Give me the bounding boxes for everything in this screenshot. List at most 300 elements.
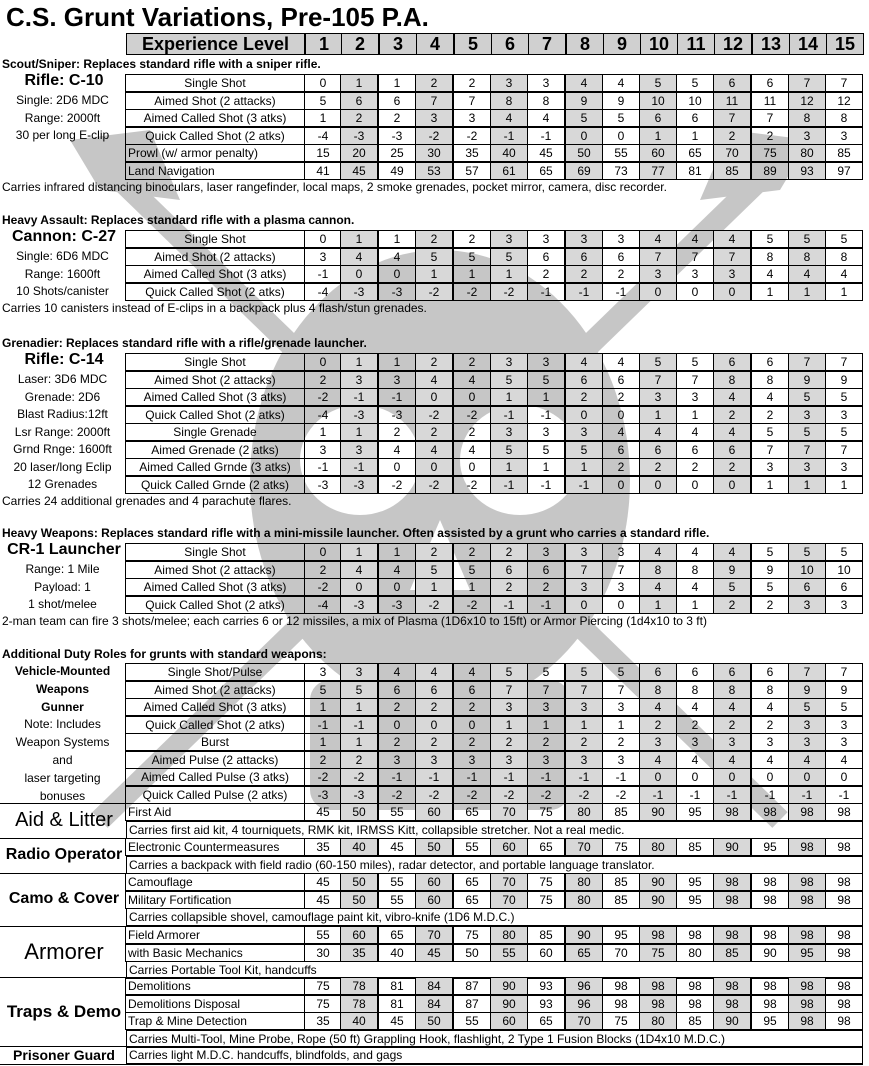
value-cell: 0 [602, 127, 640, 145]
value-cell: 3 [304, 248, 342, 266]
value-cell: 1 [788, 283, 826, 301]
traps-demo-carries: Carries Multi-Tool, Mine Probe, Rope (50 ft) Grappling Hook, flashlight, 2 Type 1 Fusion Blocks (1D4x10 M.D.C.) [126, 1030, 863, 1048]
gunner-note: Note: Includes [24, 717, 101, 732]
row-label: Quick Called Grnde (2 atks) [125, 476, 305, 494]
value-cell: 3 [415, 109, 453, 127]
value-cell: 3 [825, 127, 863, 145]
value-cell: 2 [565, 265, 603, 283]
value-cell: -3 [304, 786, 342, 804]
row-label: Aimed Called Grnde (3 atks) [125, 458, 305, 476]
gunner-note: Weapon Systems [15, 735, 110, 750]
gunner-note: Gunner [41, 699, 84, 714]
row-label: with Basic Mechanics [125, 944, 305, 962]
value-cell: 70 [490, 891, 528, 909]
value-cell: 80 [565, 803, 603, 821]
value-cell: 69 [565, 162, 603, 180]
row-label: Quick Called Shot (2 atks) [125, 127, 305, 145]
value-cell: 6 [490, 561, 528, 579]
value-cell: 2 [713, 406, 751, 424]
level-header-cell: 9 [603, 33, 641, 55]
value-cell: 75 [602, 1012, 640, 1030]
value-cell: -2 [490, 283, 528, 301]
value-cell: 4 [378, 248, 416, 266]
value-cell: 98 [788, 803, 826, 821]
value-cell: 98 [788, 891, 826, 909]
value-cell: 85 [527, 926, 565, 944]
row-label: Electronic Countermeasures [125, 838, 305, 856]
value-cell: 2 [453, 230, 491, 248]
value-cell: 90 [490, 977, 528, 995]
value-cell: -4 [304, 283, 342, 301]
value-cell: 55 [304, 926, 342, 944]
value-cell: 84 [415, 995, 453, 1013]
value-cell: 98 [788, 995, 826, 1013]
value-cell: -2 [340, 768, 378, 786]
row-label: Quick Called Shot (2 atks) [125, 283, 305, 301]
value-cell: 3 [490, 423, 528, 441]
value-cell: -1 [490, 768, 528, 786]
value-cell: 98 [751, 977, 789, 995]
value-cell: 7 [415, 92, 453, 110]
row-label: Prowl (w/ armor penalty) [125, 144, 305, 162]
value-cell: 57 [453, 162, 491, 180]
level-header-cell: 11 [677, 33, 715, 55]
value-cell: 3 [713, 733, 751, 751]
value-cell: 95 [676, 873, 714, 891]
value-cell: 3 [602, 230, 640, 248]
value-cell: 4 [676, 751, 714, 769]
value-cell: 80 [639, 838, 677, 856]
value-cell: 55 [453, 1012, 491, 1030]
value-cell: 85 [676, 838, 714, 856]
value-cell: 3 [825, 733, 863, 751]
value-cell: 1 [340, 74, 378, 92]
value-cell: 5 [527, 663, 565, 681]
value-cell: 55 [453, 838, 491, 856]
value-cell: 5 [788, 423, 826, 441]
value-cell: 4 [639, 751, 677, 769]
value-cell: -2 [565, 786, 603, 804]
value-cell: -1 [378, 768, 416, 786]
grenadier-heading: Grenadier: Replaces standard rifle with a rifle/grenade launcher. [2, 336, 367, 350]
value-cell: 10 [676, 92, 714, 110]
value-cell: 98 [713, 926, 751, 944]
value-cell: 53 [415, 162, 453, 180]
value-cell: 2 [378, 698, 416, 716]
value-cell: 96 [565, 977, 603, 995]
value-cell: 3 [490, 353, 528, 371]
value-cell: 95 [676, 891, 714, 909]
value-cell: -1 [713, 786, 751, 804]
row-label: Aimed Called Shot (3 atks) [125, 388, 305, 406]
value-cell: 75 [602, 838, 640, 856]
value-cell: 4 [751, 751, 789, 769]
value-cell: 2 [453, 353, 491, 371]
value-cell: -2 [453, 283, 491, 301]
value-cell: 98 [713, 803, 751, 821]
value-cell: 3 [304, 663, 342, 681]
value-cell: 60 [527, 944, 565, 962]
value-cell: -2 [602, 786, 640, 804]
value-cell: 80 [565, 873, 603, 891]
value-cell: 3 [527, 751, 565, 769]
value-cell: -1 [639, 786, 677, 804]
prisoner-guard-name: Prisoner Guard [13, 1046, 115, 1063]
value-cell: 60 [415, 803, 453, 821]
value-cell: 45 [340, 162, 378, 180]
value-cell: 3 [490, 74, 528, 92]
value-cell: -3 [340, 476, 378, 494]
value-cell: 3 [565, 751, 603, 769]
value-cell: 9 [788, 371, 826, 389]
value-cell: 6 [639, 441, 677, 459]
value-cell: 4 [639, 698, 677, 716]
value-cell: 2 [304, 561, 342, 579]
value-cell: 2 [490, 543, 528, 561]
value-cell: 1 [453, 265, 491, 283]
value-cell: 60 [415, 891, 453, 909]
value-cell: 4 [378, 561, 416, 579]
value-cell: 1 [825, 476, 863, 494]
value-cell: 81 [378, 995, 416, 1013]
row-label: Burst [125, 733, 305, 751]
value-cell: 30 [415, 144, 453, 162]
value-cell: 95 [676, 803, 714, 821]
value-cell: 2 [415, 353, 453, 371]
value-cell: 98 [751, 891, 789, 909]
value-cell: 7 [825, 74, 863, 92]
value-cell: 10 [639, 92, 677, 110]
value-cell: 0 [713, 283, 751, 301]
value-cell: 6 [825, 578, 863, 596]
value-cell: 7 [788, 74, 826, 92]
value-cell: -2 [415, 406, 453, 424]
value-cell: 3 [825, 406, 863, 424]
value-cell: 5 [453, 248, 491, 266]
value-cell: 75 [527, 873, 565, 891]
heavy-assault-weapon-name: Cannon: C-27 [12, 228, 116, 245]
value-cell: 50 [415, 1012, 453, 1030]
value-cell: 1 [676, 596, 714, 614]
value-cell: 60 [415, 873, 453, 891]
value-cell: 98 [751, 926, 789, 944]
value-cell: 6 [378, 681, 416, 699]
value-cell: 3 [639, 388, 677, 406]
value-cell: 98 [602, 995, 640, 1013]
divider [0, 838, 126, 839]
value-cell: 8 [751, 371, 789, 389]
value-cell: 1 [453, 578, 491, 596]
value-cell: 0 [751, 768, 789, 786]
value-cell: 60 [490, 1012, 528, 1030]
row-label: Aimed Shot (2 attacks) [125, 371, 305, 389]
value-cell: 40 [340, 1012, 378, 1030]
row-label: Single Shot [125, 543, 305, 561]
value-cell: 98 [639, 995, 677, 1013]
value-cell: 30 [304, 944, 342, 962]
value-cell: 95 [788, 944, 826, 962]
value-cell: 0 [378, 716, 416, 734]
value-cell: 3 [565, 578, 603, 596]
value-cell: 4 [602, 423, 640, 441]
value-cell: 7 [490, 681, 528, 699]
row-label: Land Navigation [125, 162, 305, 180]
weapon-stat: Laser: 3D6 MDC [17, 372, 108, 386]
value-cell: 4 [751, 265, 789, 283]
value-cell: 7 [713, 109, 751, 127]
value-cell: -1 [527, 406, 565, 424]
value-cell: 3 [340, 441, 378, 459]
value-cell: 1 [825, 283, 863, 301]
value-cell: 4 [453, 371, 491, 389]
value-cell: 3 [415, 751, 453, 769]
value-cell: 2 [378, 109, 416, 127]
value-cell: 50 [565, 144, 603, 162]
value-cell: 93 [527, 977, 565, 995]
value-cell: 90 [713, 838, 751, 856]
value-cell: 40 [378, 944, 416, 962]
value-cell: 93 [788, 162, 826, 180]
value-cell: 70 [565, 838, 603, 856]
row-label: Aimed Called Shot (3 atks) [125, 578, 305, 596]
value-cell: 65 [453, 873, 491, 891]
value-cell: 0 [565, 127, 603, 145]
value-cell: 4 [340, 561, 378, 579]
gunner-note: laser targeting [24, 770, 101, 785]
value-cell: 1 [527, 716, 565, 734]
value-cell: 1 [602, 716, 640, 734]
value-cell: 70 [490, 803, 528, 821]
value-cell: 2 [378, 733, 416, 751]
value-cell: 1 [340, 423, 378, 441]
value-cell: 81 [676, 162, 714, 180]
value-cell: 1 [490, 716, 528, 734]
row-label: Aimed Called Pulse (3 atks) [125, 768, 305, 786]
row-label: Aimed Shot (2 attacks) [125, 681, 305, 699]
value-cell: 1 [304, 733, 342, 751]
value-cell: 65 [527, 162, 565, 180]
value-cell: 7 [639, 248, 677, 266]
value-cell: 2 [304, 371, 342, 389]
value-cell: 55 [490, 944, 528, 962]
value-cell: 98 [825, 995, 863, 1013]
value-cell: 70 [602, 944, 640, 962]
value-cell: 98 [639, 926, 677, 944]
value-cell: 98 [602, 977, 640, 995]
value-cell: 3 [527, 698, 565, 716]
value-cell: 8 [676, 681, 714, 699]
value-cell: -1 [825, 786, 863, 804]
gunner-note: and [52, 753, 73, 767]
value-cell: 3 [639, 265, 677, 283]
value-cell: 75 [304, 977, 342, 995]
value-cell: 5 [788, 388, 826, 406]
value-cell: -3 [340, 786, 378, 804]
value-cell: 85 [602, 891, 640, 909]
value-cell: 3 [565, 230, 603, 248]
value-cell: 0 [713, 768, 751, 786]
value-cell: 3 [602, 543, 640, 561]
value-cell: 90 [751, 944, 789, 962]
value-cell: 3 [825, 596, 863, 614]
value-cell: 1 [565, 716, 603, 734]
value-cell: 3 [527, 74, 565, 92]
row-label: Aimed Pulse (2 attacks) [125, 751, 305, 769]
value-cell: 55 [378, 803, 416, 821]
value-cell: 2 [453, 543, 491, 561]
value-cell: 0 [415, 716, 453, 734]
value-cell: 3 [453, 109, 491, 127]
level-header-cell: 8 [566, 33, 604, 55]
value-cell: 81 [378, 977, 416, 995]
value-cell: 5 [415, 248, 453, 266]
value-cell: -2 [304, 578, 342, 596]
value-cell: 98 [676, 977, 714, 995]
scout-sniper-heading: Scout/Sniper: Replaces standard rifle with a sniper rifle. [2, 57, 321, 71]
row-label: Demolitions Disposal [125, 995, 305, 1013]
value-cell: 0 [304, 230, 342, 248]
value-cell: 5 [527, 441, 565, 459]
value-cell: 98 [825, 803, 863, 821]
value-cell: -3 [378, 406, 416, 424]
heavy-assault-carries: Carries 10 canisters instead of E-clips in a backpack plus 4 flash/stun grenades. [2, 301, 427, 315]
value-cell: 1 [639, 596, 677, 614]
value-cell: 0 [378, 578, 416, 596]
value-cell: 98 [713, 873, 751, 891]
value-cell: 5 [340, 681, 378, 699]
value-cell: 98 [788, 977, 826, 995]
value-cell: 85 [713, 944, 751, 962]
value-cell: 70 [713, 144, 751, 162]
value-cell: 98 [676, 926, 714, 944]
value-cell: 4 [825, 751, 863, 769]
value-cell: 4 [788, 751, 826, 769]
armorer-carries: Carries Portable Tool Kit, handcuffs [126, 961, 863, 979]
value-cell: 3 [565, 543, 603, 561]
value-cell: -3 [378, 283, 416, 301]
value-cell: 2 [378, 423, 416, 441]
value-cell: 1 [527, 388, 565, 406]
value-cell: 84 [415, 977, 453, 995]
value-cell: 1 [490, 388, 528, 406]
row-label: First Aid [125, 803, 305, 821]
value-cell: 5 [565, 663, 603, 681]
value-cell: 90 [565, 926, 603, 944]
value-cell: -2 [415, 476, 453, 494]
value-cell: 5 [639, 353, 677, 371]
value-cell: 2 [490, 733, 528, 751]
value-cell: -2 [304, 768, 342, 786]
divider [0, 977, 126, 978]
value-cell: 8 [788, 109, 826, 127]
level-header-cell: 2 [341, 33, 379, 55]
value-cell: 89 [751, 162, 789, 180]
value-cell: 7 [825, 353, 863, 371]
value-cell: -4 [304, 127, 342, 145]
value-cell: 75 [751, 144, 789, 162]
value-cell: -1 [527, 596, 565, 614]
value-cell: 4 [639, 543, 677, 561]
value-cell: 45 [527, 144, 565, 162]
weapon-stat: Single: 6D6 MDC [16, 249, 109, 263]
value-cell: 60 [490, 838, 528, 856]
value-cell: 85 [825, 144, 863, 162]
value-cell: 2 [340, 109, 378, 127]
value-cell: -1 [490, 127, 528, 145]
value-cell: -1 [490, 476, 528, 494]
level-header-cell: 1 [305, 33, 343, 55]
value-cell: 1 [788, 476, 826, 494]
value-cell: -2 [527, 786, 565, 804]
value-cell: 3 [676, 265, 714, 283]
value-cell: 0 [304, 74, 342, 92]
value-cell: 3 [639, 733, 677, 751]
value-cell: 9 [788, 681, 826, 699]
value-cell: 45 [304, 873, 342, 891]
weapon-stat: Lsr Range: 2000ft [14, 424, 111, 439]
value-cell: -1 [304, 716, 342, 734]
value-cell: 0 [602, 406, 640, 424]
value-cell: 5 [415, 561, 453, 579]
value-cell: 7 [751, 109, 789, 127]
value-cell: -1 [565, 283, 603, 301]
value-cell: 98 [751, 873, 789, 891]
value-cell: -2 [378, 476, 416, 494]
value-cell: -2 [415, 127, 453, 145]
value-cell: 90 [639, 873, 677, 891]
value-cell: 80 [639, 1012, 677, 1030]
row-label: Single Shot [125, 353, 305, 371]
value-cell: -2 [453, 596, 491, 614]
value-cell: 4 [415, 663, 453, 681]
value-cell: 0 [304, 353, 342, 371]
value-cell: 90 [490, 995, 528, 1013]
row-label: Aimed Grenade (2 atks) [125, 441, 305, 459]
row-label: Single Shot/Pulse [125, 663, 305, 681]
value-cell: 6 [527, 561, 565, 579]
value-cell: 7 [713, 248, 751, 266]
value-cell: 4 [415, 371, 453, 389]
value-cell: 0 [676, 768, 714, 786]
value-cell: 98 [713, 977, 751, 995]
value-cell: 0 [825, 768, 863, 786]
weapon-stat: 30 per long E-clip [15, 128, 110, 142]
value-cell: -1 [527, 768, 565, 786]
value-cell: 7 [788, 441, 826, 459]
value-cell: 0 [565, 596, 603, 614]
row-label: Camouflage [125, 873, 305, 891]
value-cell: 7 [453, 92, 491, 110]
value-cell: 80 [788, 144, 826, 162]
value-cell: 2 [713, 127, 751, 145]
value-cell: 50 [340, 891, 378, 909]
value-cell: 4 [565, 353, 603, 371]
value-cell: 90 [639, 891, 677, 909]
value-cell: 0 [453, 716, 491, 734]
row-label: Trap & Mine Detection [125, 1012, 305, 1030]
value-cell: 6 [378, 92, 416, 110]
row-label: Field Armorer [125, 926, 305, 944]
value-cell: 0 [304, 543, 342, 561]
value-cell: 65 [527, 838, 565, 856]
value-cell: 6 [340, 92, 378, 110]
value-cell: 75 [304, 995, 342, 1013]
row-label: Aimed Shot (2 attacks) [125, 561, 305, 579]
value-cell: 7 [788, 353, 826, 371]
value-cell: -4 [304, 406, 342, 424]
value-cell: 9 [825, 681, 863, 699]
value-cell: 4 [751, 388, 789, 406]
